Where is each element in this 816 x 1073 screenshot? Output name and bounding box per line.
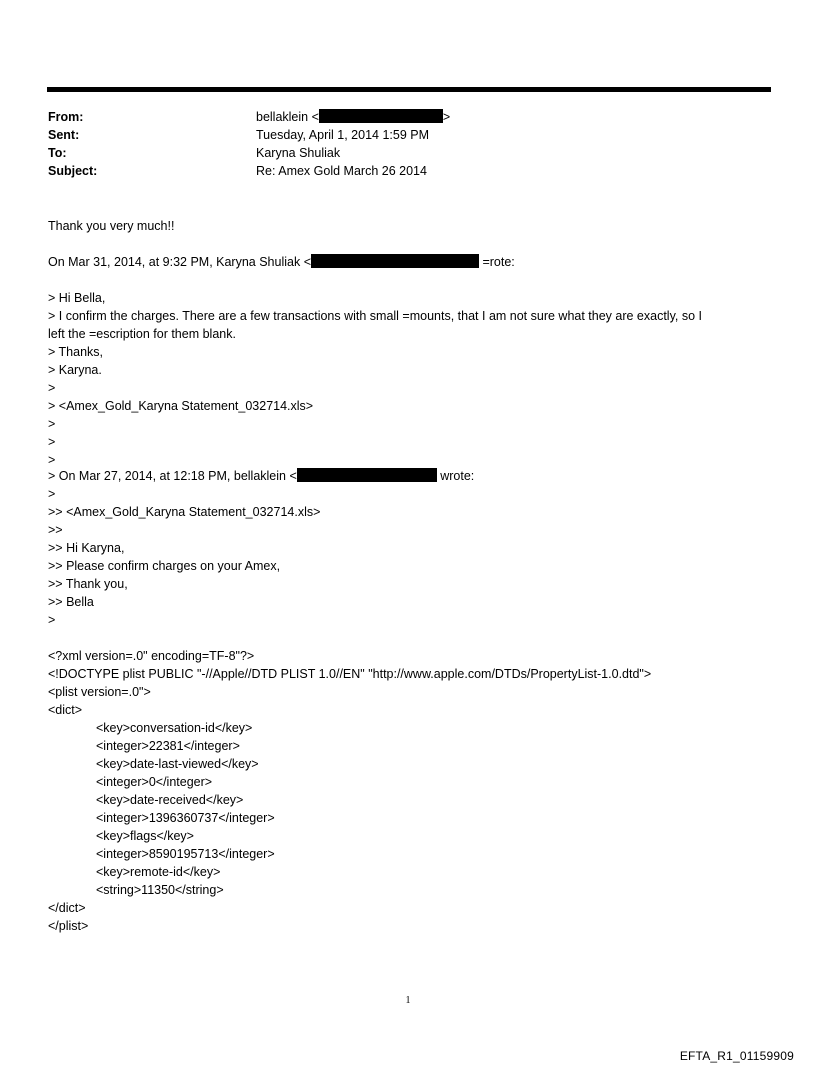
attachment-line: >> <Amex_Gold_Karyna Statement_032714.xls> — [48, 505, 321, 519]
xml-line: <key>date-received</key> — [96, 793, 244, 807]
xml-line: <key>date-last-viewed</key> — [96, 757, 259, 771]
subject-value: Re: Amex Gold March 26 2014 — [256, 164, 427, 178]
xml-line: <string>11350</string> — [96, 883, 224, 897]
attribution-suffix: =rote: — [479, 255, 515, 269]
redaction-box — [319, 109, 443, 123]
quote-line: > — [48, 417, 56, 431]
quote-line: > I confirm the charges. There are a few transactions with small =mounts, that I am not sure what they are exactly, so I — [48, 309, 703, 323]
to-label: To: — [48, 146, 67, 160]
xml-line: <integer>0</integer> — [96, 775, 213, 789]
quote-line: > — [48, 613, 56, 627]
xml-line: </dict> — [48, 901, 86, 915]
quote-line: > — [48, 435, 56, 449]
subject-label: Subject: — [48, 164, 98, 178]
xml-line: </plist> — [48, 919, 89, 933]
quote-line: >> Please confirm charges on your Amex, — [48, 559, 281, 573]
quote-line: > — [48, 453, 56, 467]
xml-line: <integer>8590195713</integer> — [96, 847, 275, 861]
xml-line: <dict> — [48, 703, 83, 717]
thanks-line: Thank you very much!! — [48, 219, 175, 233]
quote-line: > Karyna. — [48, 363, 102, 377]
bates-number: EFTA_R1_01159909 — [679, 1049, 794, 1063]
redaction-box — [311, 254, 479, 268]
attribution2-prefix: > On Mar 27, 2014, at 12:18 PM, bellaklein < — [48, 469, 297, 483]
to-value: Karyna Shuliak — [256, 146, 341, 160]
attribution2-suffix: wrote: — [436, 469, 475, 483]
xml-line: <key>remote-id</key> — [96, 865, 221, 879]
xml-line: <key>flags</key> — [96, 829, 194, 843]
quote-line: > Hi Bella, — [48, 291, 106, 305]
from-open-bracket: < — [311, 110, 319, 124]
quote-line: > — [48, 381, 56, 395]
sent-value: Tuesday, April 1, 2014 1:59 PM — [256, 128, 430, 142]
attribution-line — [48, 253, 515, 271]
quote-line: >> Thank you, — [48, 577, 128, 591]
from-close-bracket: > — [442, 110, 451, 124]
quote-line: > — [48, 487, 56, 501]
from-name: bellaklein — [256, 110, 309, 124]
xml-line: <integer>1396360737</integer> — [96, 811, 275, 825]
xml-line: <integer>22381</integer> — [96, 739, 240, 753]
xml-line: <plist version=.0"> — [48, 685, 151, 699]
redaction-box — [297, 468, 437, 482]
quote-line: >> Hi Karyna, — [48, 541, 125, 555]
page-number: 1 — [405, 995, 411, 1006]
xml-line: <key>conversation-id</key> — [96, 721, 253, 735]
attachment-line: > <Amex_Gold_Karyna Statement_032714.xls> — [48, 399, 314, 413]
header-rule — [47, 87, 771, 92]
quote-line: > Thanks, — [48, 345, 104, 359]
xml-line: <?xml version=.0" encoding=TF-8"?> — [48, 649, 255, 663]
xml-line: <!DOCTYPE plist PUBLIC "-//Apple//DTD PLIST 1.0//EN" "http://www.apple.com/DTDs/PropertyList-1.0.dtd"> — [48, 667, 652, 681]
from-label: From: — [48, 110, 84, 124]
quote-line: >> Bella — [48, 595, 94, 609]
sent-label: Sent: — [48, 128, 80, 142]
quote-line: >> — [48, 523, 63, 537]
attribution-line-2 — [48, 467, 474, 485]
quote-line: left the =escription for them blank. — [48, 327, 236, 341]
from-value — [256, 108, 450, 126]
attribution-prefix: On Mar 31, 2014, at 9:32 PM, Karyna Shuliak < — [48, 255, 311, 269]
